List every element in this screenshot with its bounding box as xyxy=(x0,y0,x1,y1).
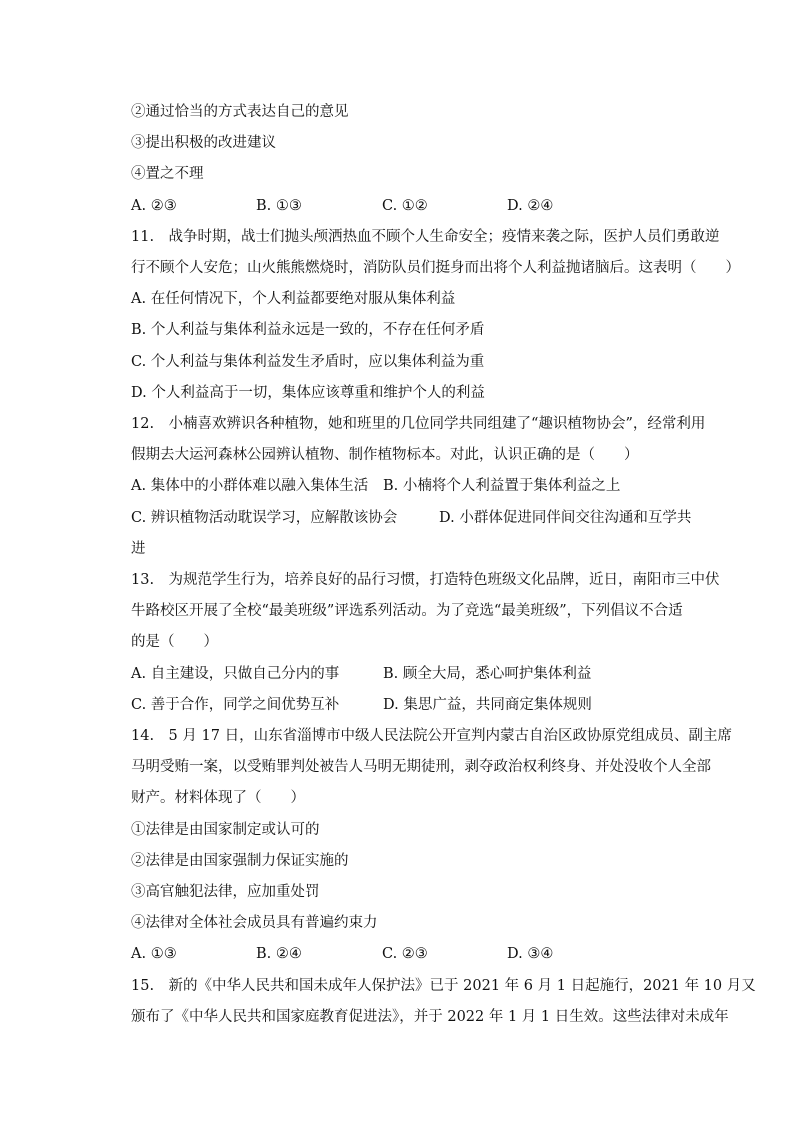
q12-option-a: A. 集体中的小群体难以融入集体生活 xyxy=(131,478,369,494)
q10-option-d: D. ②④ xyxy=(507,198,554,214)
q11-stem-line-1: 11. 战争时期，战士们抛头颅洒热血不顾个人生命安全；疫情来袭之际，医护人员们勇敢逆 xyxy=(131,229,720,245)
q14-item-2: ②法律是由国家强制力保证实施的 xyxy=(131,853,349,869)
q14-stem-line-2: 马明受贿一案，以受贿罪判处被告人马明无期徒刑，剥夺政治权利终身、并处没收个人全部 xyxy=(131,759,711,775)
q11-option-c: C. 个人利益与集体利益发生矛盾时，应以集体利益为重 xyxy=(131,354,485,370)
q12-stem-line-2: 假期去大运河森林公园辨认植物、制作植物标本。对此，认识正确的是（ ） xyxy=(131,447,639,463)
q13-option-a: A. 自主建设，只做自己分内的事 xyxy=(131,666,340,682)
q14-stem-line-3: 财产。材料体现了（ ） xyxy=(131,790,305,806)
q13-stem-line-3: 的是（ ） xyxy=(131,634,218,650)
q11-option-d: D. 个人利益高于一切，集体应该尊重和维护个人的利益 xyxy=(131,385,485,401)
q13-option-c: C. 善于合作，同学之间优势互补 xyxy=(131,697,340,713)
q13-option-b: B. 顾全大局，悉心呵护集体利益 xyxy=(383,666,592,682)
q11-option-b: B. 个人利益与集体利益永远是一致的，不存在任何矛盾 xyxy=(131,322,485,338)
q10-option-a: A. ②③ xyxy=(131,198,177,214)
q10-option-c: C. ①② xyxy=(382,198,428,214)
q11-stem-line-2: 行不顾个人安危；山火熊熊燃烧时，消防队员们挺身而出将个人利益抛诸脑后。这表明（ ） xyxy=(131,260,740,276)
q10-item-4: ④置之不理 xyxy=(131,166,204,182)
q12-option-b: B. 小楠将个人利益置于集体利益之上 xyxy=(383,478,621,494)
q14-option-d: D. ③④ xyxy=(507,946,554,962)
q10-option-b: B. ①③ xyxy=(256,198,302,214)
q14-option-a: A. ①③ xyxy=(131,946,177,962)
q13-option-d: D. 集思广益，共同商定集体规则 xyxy=(383,697,592,713)
q12-option-d-wrap: 进 xyxy=(131,541,146,557)
q11-option-a: A. 在任何情况下，个人利益都要绝对服从集体利益 xyxy=(131,291,456,307)
q12-option-d: D. 小群体促进同伴间交往沟通和互学共 xyxy=(439,510,692,526)
q14-item-1: ①法律是由国家制定或认可的 xyxy=(131,822,320,838)
q15-stem-line-2: 颁布了《中华人民共和国家庭教育促进法》，并于 2022 年 1 月 1 日生效。这些法律对未成年 xyxy=(131,1009,729,1025)
q14-stem-line-1: 14. 5 月 17 日，山东省淄博市中级人民法院公开宣判内蒙古自治区政协原党组成员、副主席 xyxy=(131,728,733,744)
q15-stem-line-1: 15. 新的《中华人民共和国未成年人保护法》已于 2021 年 6 月 1 日起施行，2021 年 10 月又 xyxy=(131,978,756,994)
q10-item-3: ③提出积极的改进建议 xyxy=(131,135,276,151)
q12-stem-line-1: 12. 小楠喜欢辨识各种植物，她和班里的几位同学共同组建了“趣识植物协会”，经常利用 xyxy=(131,416,706,432)
q13-stem-line-1: 13. 为规范学生行为，培养良好的品行习惯，打造特色班级文化品牌，近日，南阳市三中伏 xyxy=(131,572,720,588)
q10-item-2: ②通过恰当的方式表达自己的意见 xyxy=(131,104,349,120)
q14-item-3: ③高官触犯法律，应加重处罚 xyxy=(131,884,320,900)
q14-option-c: C. ②③ xyxy=(382,946,428,962)
q14-item-4: ④法律对全体社会成员具有普遍约束力 xyxy=(131,915,378,931)
q14-option-b: B. ②④ xyxy=(256,946,302,962)
q13-stem-line-2: 牛路校区开展了全校“最美班级”评选系列活动。为了竞选“最美班级”，下列倡议不合适 xyxy=(131,603,683,619)
q12-option-c: C. 辨识植物活动耽误学习，应解散该协会 xyxy=(131,510,398,526)
